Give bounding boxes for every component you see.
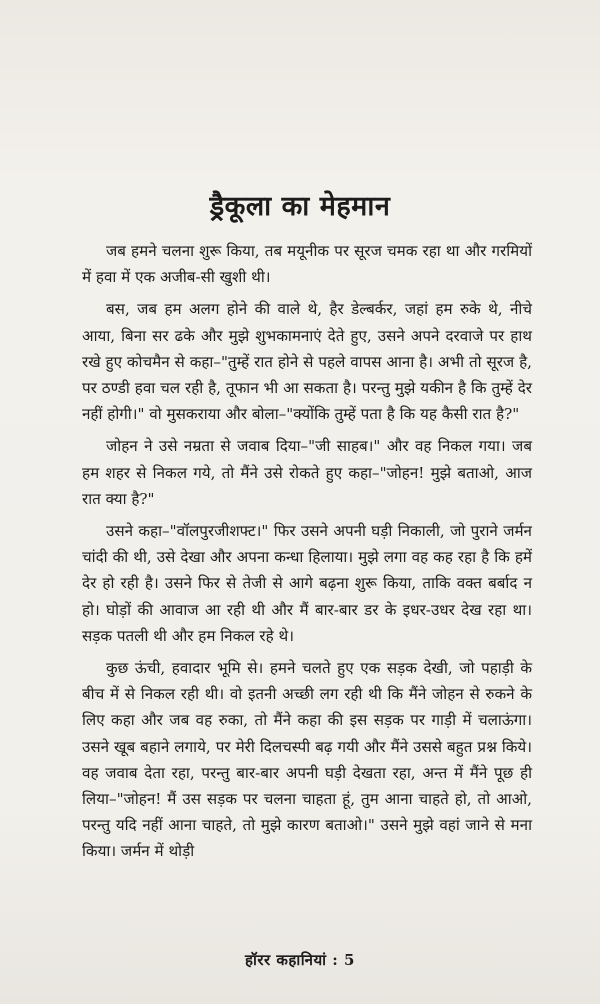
paragraph: बस, जब हम अलग होने की वाले थे, हैर डेल्बर्कर, जहां हम रुके थे, नीचे आया, बिना सर ढके और मुझे शुभकामनाएं देते हुए, उसने अपने दरवाजे पर हाथ रखे हुए कोचमैन से कहा–"तुम्हें रात होने से पहले वापस आना है। अभी तो सूरज है, पर ठण्डी हवा चल रही है, तूफान भी आ सकता है। परन्तु मुझे यकीन है कि तुम्हें देर नहीं होगी।" वो मुसकराया और बोला–"क्योंकि तुम्हें पता है कि यह कैसी रात है?" [82,300,532,424]
body-text [82,238,532,871]
paragraph: जब हमने चलना शुरू किया, तब मयूनीक पर सूरज चमक रहा था और गरमियों में हवा में एक अजीब-सी खुशी थी। [82,242,532,287]
paragraph: कुछ ऊंची, हवादार भूमि से। हमने चलते हुए एक सड़क देखी, जो पहाड़ी के बीच में से निकल रही थी। वो इतनी अच्छी लग रही थी कि मैंने जोहन से रुकने के लिए कहा और जब वह रुका, तो मैंने कहा की इस सड़क पर गाड़ी में चलाऊंगा। उसने खूब बहाने लगाये, पर मेरी दिलचस्पी बढ़ गयी और मैंने उससे बहुत प्रश्न किये। वह जवाब देता रहा, परन्तु बार-बार अपनी घड़ी देखता रहा, अन्त में मैंने पूछ ही लिया–"जोहन! मैं उस सड़क पर चलना चाहता हूं, तुम आना चाहते हो, तो आओ, परन्तु यदि नहीं आना चाहते, तो मुझे कारण बताओ।" उसने मुझे वहां जाने से मना किया। जर्मन में थोड़ी [82,659,532,861]
page-footer: हॉरर कहानियां : 5 [245,951,355,969]
chapter-title: ड्रैकूला का मेहमान [209,191,391,222]
paragraph: उसने कहा–"वॉलपुरजीशफ्ट।" फिर उसने अपनी घड़ी निकाली, जो पुराने जर्मन चांदी की थी, उसे देखा और अपना कन्धा हिलाया। मुझे लगा वह कह रहा है कि हमें देर हो रही है। उसने फिर से तेजी से आगे बढ़ना शुरू किया, ताकि वक्त बर्बाद न हो। घोड़ों की आवाज आ रही थी और मैं बार-बार डर के इधर-उधर देख रहा था। सड़क पतली थी और हम निकल रहे थे। [82,522,532,645]
paragraph: जोहन ने उसे नम्रता से जवाब दिया–"जी साहब।" और वह निकल गया। जब हम शहर से निकल गये, तो मैंने उसे रोकते हुए कहा–"जोहन! मुझे बताओ, आज रात क्या है?" [82,437,532,508]
